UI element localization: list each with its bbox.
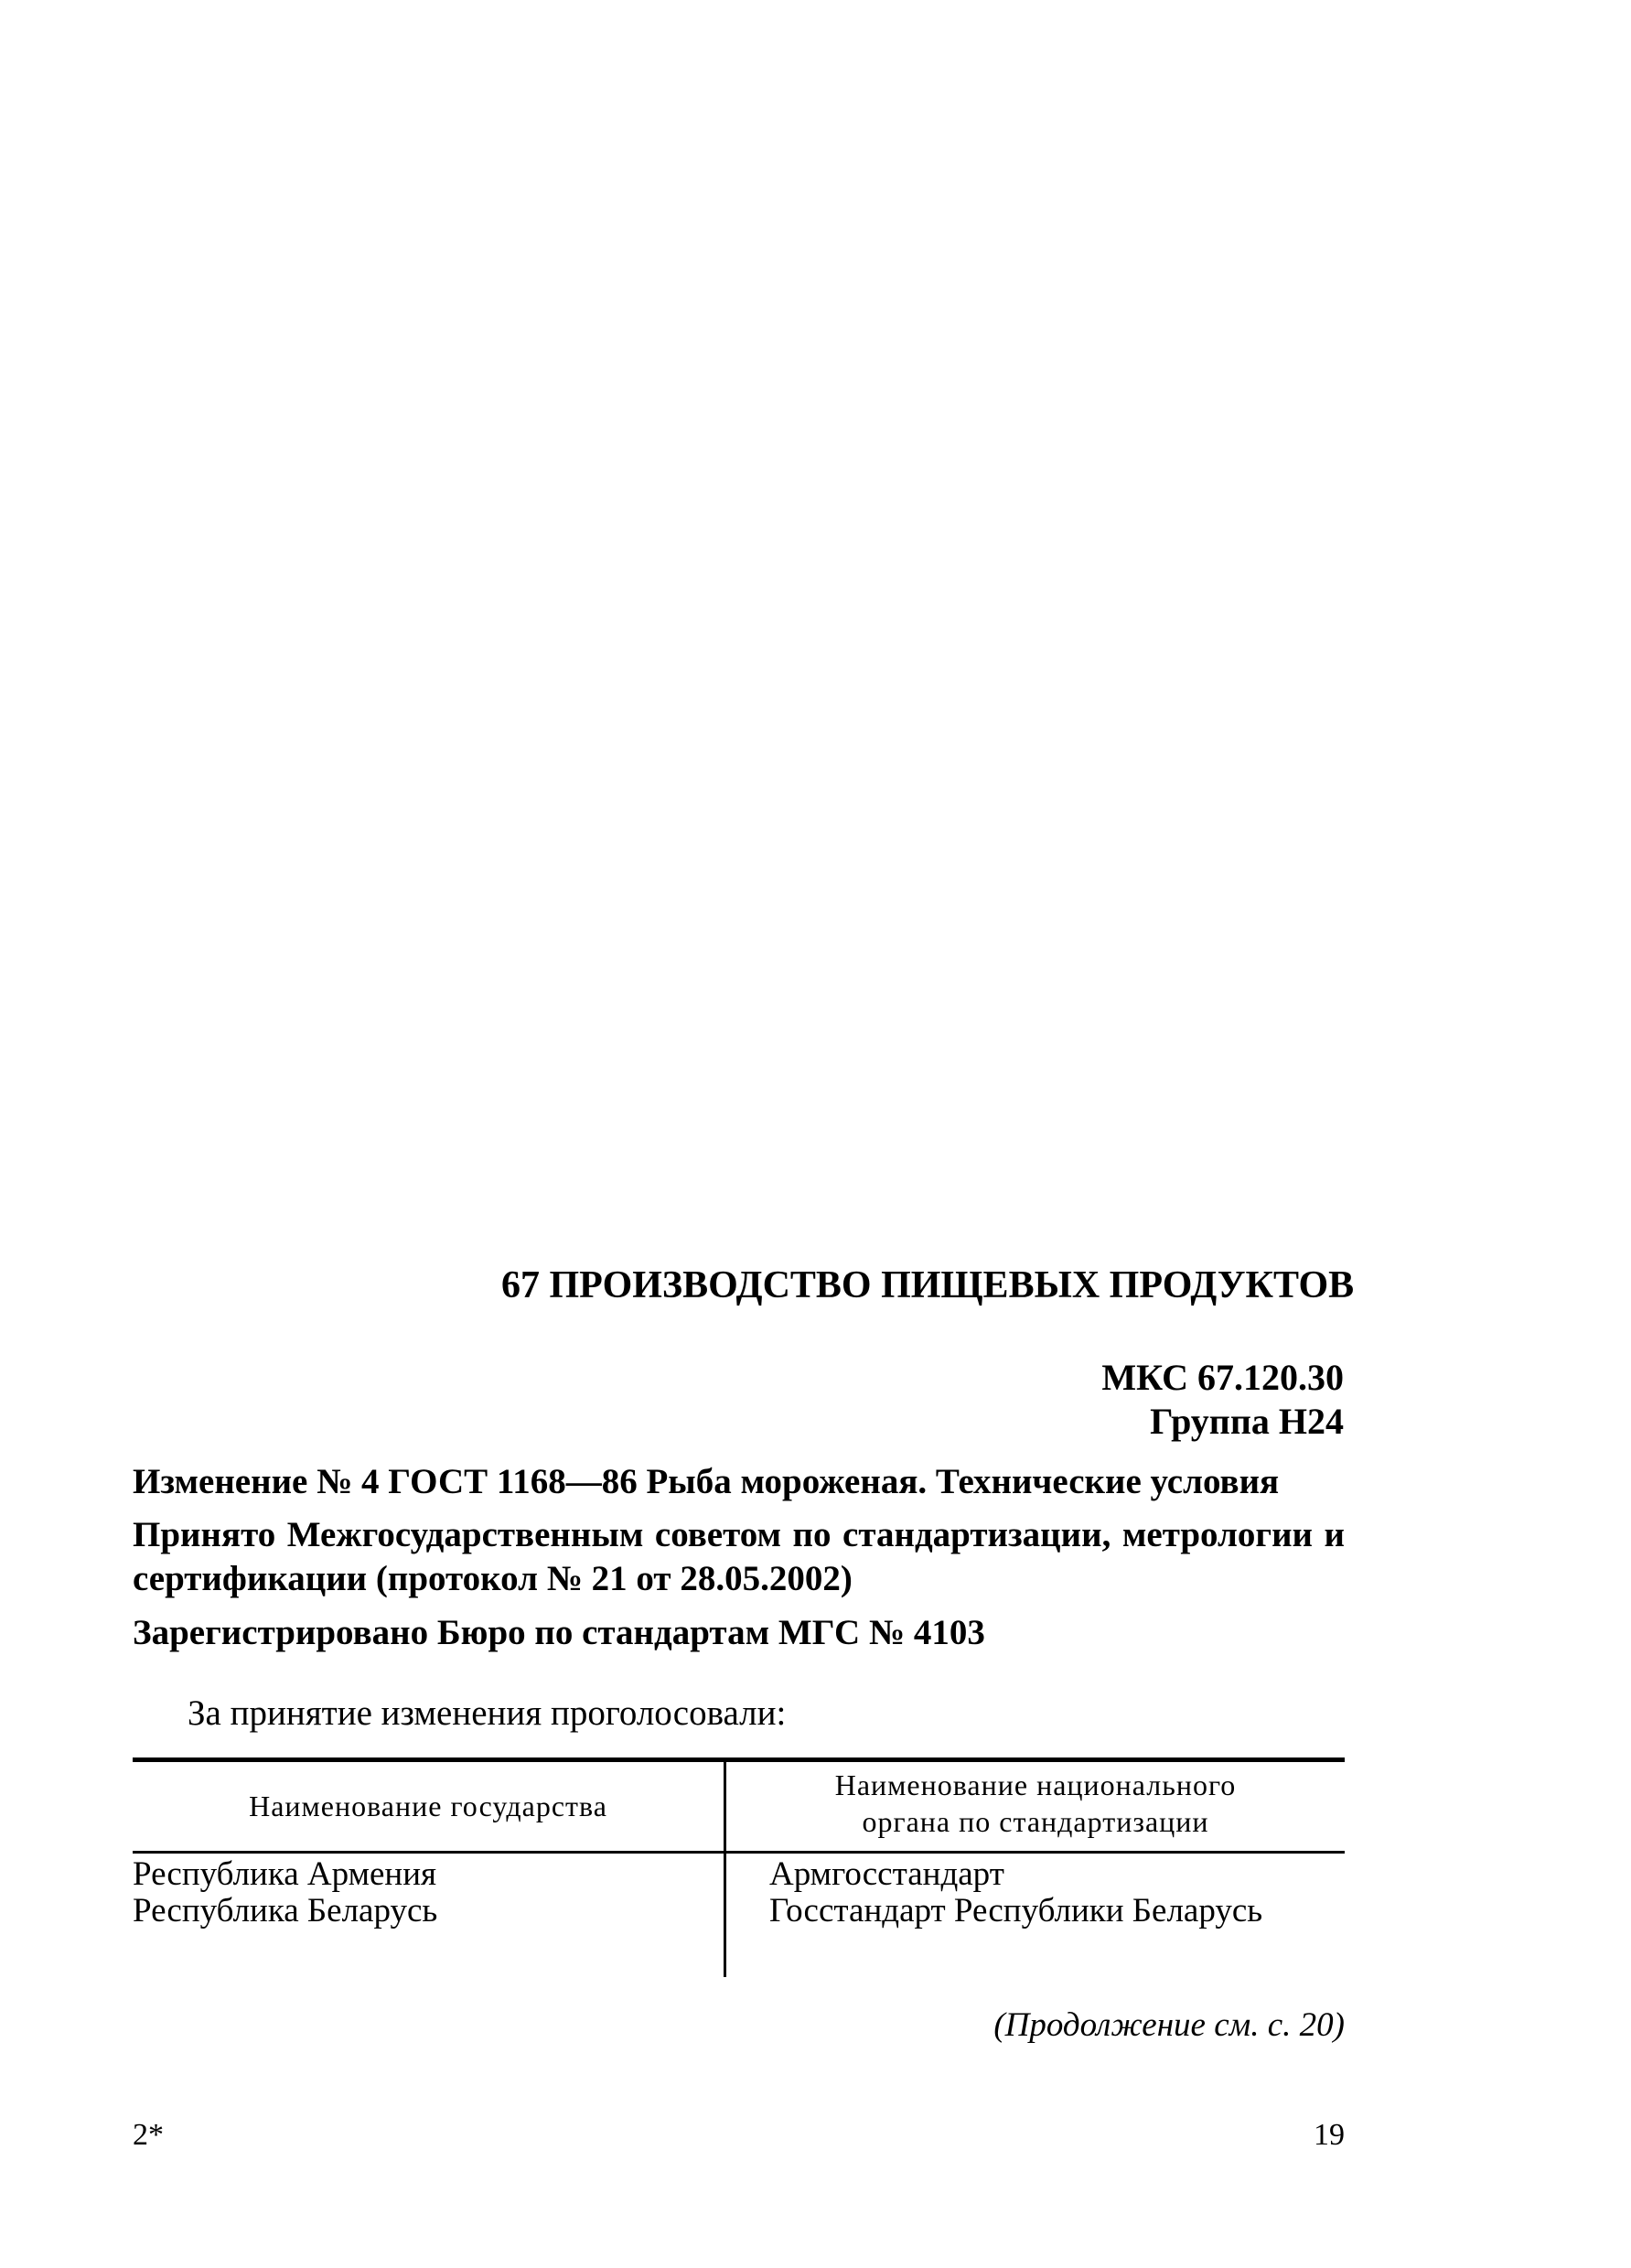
national-body-column-cells xyxy=(769,1856,1262,1929)
adopted-by-text: Принято Межгосударственным советом по стандартизации, метрологии и сертификации (протокол № 21 от 28.05.2002) xyxy=(133,1515,1345,1598)
state-column-cells xyxy=(133,1856,437,1929)
table-row-body: Армгосстандарт xyxy=(769,1855,1004,1893)
continuation-note: (Продолжение см. с. 20) xyxy=(993,2006,1345,2044)
table-row-state: Республика Беларусь xyxy=(133,1892,438,1929)
voting-intro: За принятие изменения проголосовали: xyxy=(188,1693,787,1733)
column-header-state-label: Наименование государства xyxy=(249,1789,607,1822)
voting-table xyxy=(133,1757,1345,1977)
table-header-rule xyxy=(133,1851,1345,1854)
registration-text: Зарегистрировано Бюро по стандартам МГС № 4103 xyxy=(133,1613,985,1652)
amendment-title: Изменение № 4 ГОСТ 1168—86 Рыба мороженая. Технические условия xyxy=(133,1462,1280,1501)
section-heading: 67 ПРОИЗВОДСТВО ПИЩЕВЫХ ПРОДУКТОВ xyxy=(501,1264,1355,1306)
table-row-body: Госстандарт Республики Беларусь xyxy=(769,1892,1263,1929)
column-header-national-body xyxy=(726,1767,1345,1840)
sheet-mark: 2* xyxy=(133,2118,164,2152)
table-row-state: Республика Армения xyxy=(133,1855,437,1893)
column-header-national-body-line2: органа по стандартизации xyxy=(862,1805,1209,1838)
column-header-national-body-line1: Наименование национального xyxy=(834,1768,1237,1801)
column-header-state xyxy=(133,1761,724,1851)
page-number: 19 xyxy=(1314,2118,1345,2152)
mks-code: МКС 67.120.30 xyxy=(1101,1357,1344,1398)
group-code: Группа Н24 xyxy=(1150,1401,1344,1442)
